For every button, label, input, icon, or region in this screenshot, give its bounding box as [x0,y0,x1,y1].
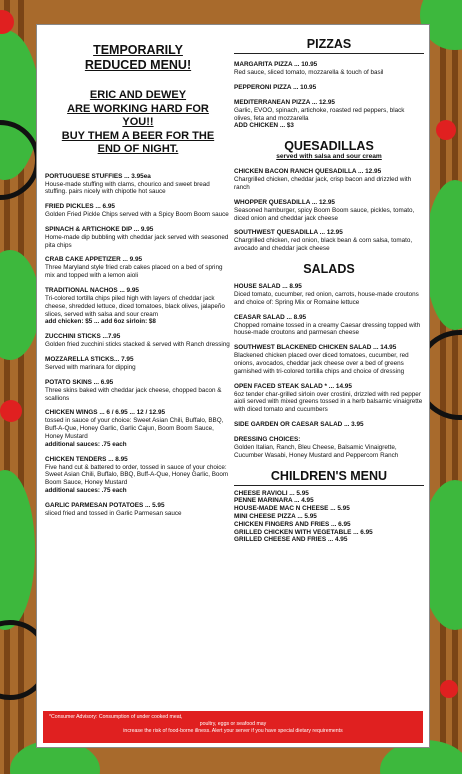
menu-card [36,24,430,748]
divider [234,53,424,54]
kids-list [234,490,424,545]
left-column [45,43,231,518]
section-title-childrens-menu: CHILDREN'S MENU [270,468,388,483]
menu-item: SOUTHWEST QUESADILLA ... 12.95 Chargrilled chicken, red onion, black bean & corn salsa, tomato, avocado and cheddar jack cheese [234,229,413,253]
menu-item: CEASAR SALAD ... 8.95 Chopped romaine tossed in a creamy Caesar dressing topped with house-made croutons and parmesan cheese [234,313,421,337]
menu-item: HOUSE SALAD ... 8.95 Diced tomato, cucumber, red onion, carrots, house-made croutons and choice of: Spring Mix or Romaine lettuce [234,282,419,306]
list-item: MINI CHEESE PIZZA ... 5.95 [234,512,317,520]
menu-item: DRESSING CHOICES: Golden Italian, Ranch, Bleu Cheese, Balsamic Vinaigrette, Cucumber Wasabi, Honey Mustard and Peppercorn Ranch [234,435,399,459]
reduced-menu-heading: TEMPORARILY REDUCED MENU! [84,43,192,72]
section-title-pizzas: PIZZAS [306,37,352,51]
list-item: CHEESE RAVIOLI ... 5.95 [234,489,309,497]
menu-item: CHICKEN WINGS ... 6 / 6.95 ... 12 / 12.95 tossed in sauce of your choice: Sweet Asian Chili, Buffalo, BBQ, Buff-A-Que, Honey Garlic, Garlic Cajun, Boom Boom Sauce, Honey Mustard additional sauces: .75 each [45,409,224,448]
staff-message: ERIC AND DEWEY ARE WORKING HARD FOR YOU!! BUY THEM A BEER FOR THE END OF NIGHT. [61,89,215,155]
section-title-quesadillas: QUESADILLAS [284,139,374,154]
menu-item: ZUCCHINI STICKS ...7.95 Golden fried zucchini sticks stacked & served with Ranch dressing [45,333,230,349]
menu-item: MEDITERRANEAN PIZZA ... 12.95 Garlic, EVOO, spinach, artichoke, roasted red peppers, black olives, feta and mozzarella ADD CHICKEN ... $3 [234,98,405,130]
consumer-advisory-banner: *Consumer Advisory: Consumption of under cooked meat, poultry, eggs or seafood may increase the risk of food-borne illness. Alert your server if you have special dietary requirements [43,711,423,743]
menu-item: POTATO SKINS ... 6.95 Three skins baked with cheddar jack cheese, chopped bacon & scallions [45,378,222,402]
menu-item: WHOPPER QUESADILLA ... 12.95 Seasoned hamburger, spicy Boom Boom sauce, pickles, tomato, diced onion and cheddar jack cheese [234,198,415,222]
section-subtitle: served with salsa and sour cream [276,153,382,161]
list-item: GRILLED CHEESE AND FRIES ... 4.95 [234,536,348,544]
menu-item: OPEN FACED STEAK SALAD * ... 14.95 6oz tender char-grilled sirloin over crostini, drizzled with red pepper aioli served with mixed greens tossed in a herb balsamic vinaigrette with diced tomato and cucumbers [234,382,423,414]
menu-item: GARLIC PARMESAN POTATOES ... 5.95 sliced fried and tossed in Garlic Parmesan sauce [45,501,182,517]
menu-item: MARGARITA PIZZA ... 10.95 Red sauce, sliced tomato, mozzarella & touch of basil [234,61,384,76]
list-item: PENNE MARINARA ... 4.95 [234,497,314,505]
menu-item: CHICKEN BACON RANCH QUESADILLA ... 12.95 Chargrilled chicken, cheddar jack, crisp bacon and drizzled with ranch [234,168,412,191]
menu-item: SOUTHWEST BLACKENED CHICKEN SALAD ... 14.95 Blackened chicken placed over diced tomatoes, cucumber, red onions, avocados, cheddar jack cheese over a bed of greens garnished with tri-colored tortilla chips and choice of dressing [234,344,409,375]
menu-item: FRIED PICKLES ... 6.95 Golden Fried Pickle Chips served with a Spicy Boom Boom sauce [45,203,229,219]
menu-item: PORTUGUESE STUFFIES ... 3.95ea House-made stuffing with clams, chourico and sweet bread stuffing. pairs nicely with chipotle hot sauce [45,172,210,196]
appetizer-list [45,173,231,518]
menu-item: CHICKEN TENDERS ... 8.95 Five hand cut & battered to order, tossed in sauce of your choice: Sweet Asian Chili, Buffalo, BBQ, Buff-A-Que, Honey Garlic, Boom Boom Sauce, Honey Mustard additional sauces: .75 each [45,455,229,495]
section-title-salads: SALADS [303,261,355,276]
menu-item: CRAB CAKE APPETIZER ... 9.95 Three Maryland style fried crab cakes placed on a bed of spring mix and topped with a lemon aioli [45,256,223,280]
list-item: HOUSE-MADE MAC N CHEESE ... 5.95 [234,505,350,513]
list-item: CHICKEN FINGERS AND FRIES ... 6.95 [234,520,351,528]
menu-item: MOZZARELLA STICKS... 7.95 Served with marinara for dipping [45,356,136,372]
right-column [234,37,424,544]
list-item: GRILLED CHICKEN WITH VEGETABLE ... 6.95 [234,528,373,536]
menu-item: PEPPERONI PIZZA ... 10.95 [234,83,317,91]
menu-item: TRADITIONAL NACHOS ... 9.95 Tri-colored tortilla chips piled high with layers of cheddar jack cheese, shredded lettuce, diced tomatoes, black olives, jalapeño slices, served with salsa and sour cream add chicken: $5 ... add 6oz sirloin: $8 [45,287,225,326]
divider [234,485,424,486]
menu-item: SPINACH & ARTICHOKE DIP ... 9.95 Home-made dip bubbling with cheddar jack served with seasoned pita chips [45,225,229,249]
menu-item: SIDE GARDEN OR CAESAR SALAD ... 3.95 [234,420,364,428]
